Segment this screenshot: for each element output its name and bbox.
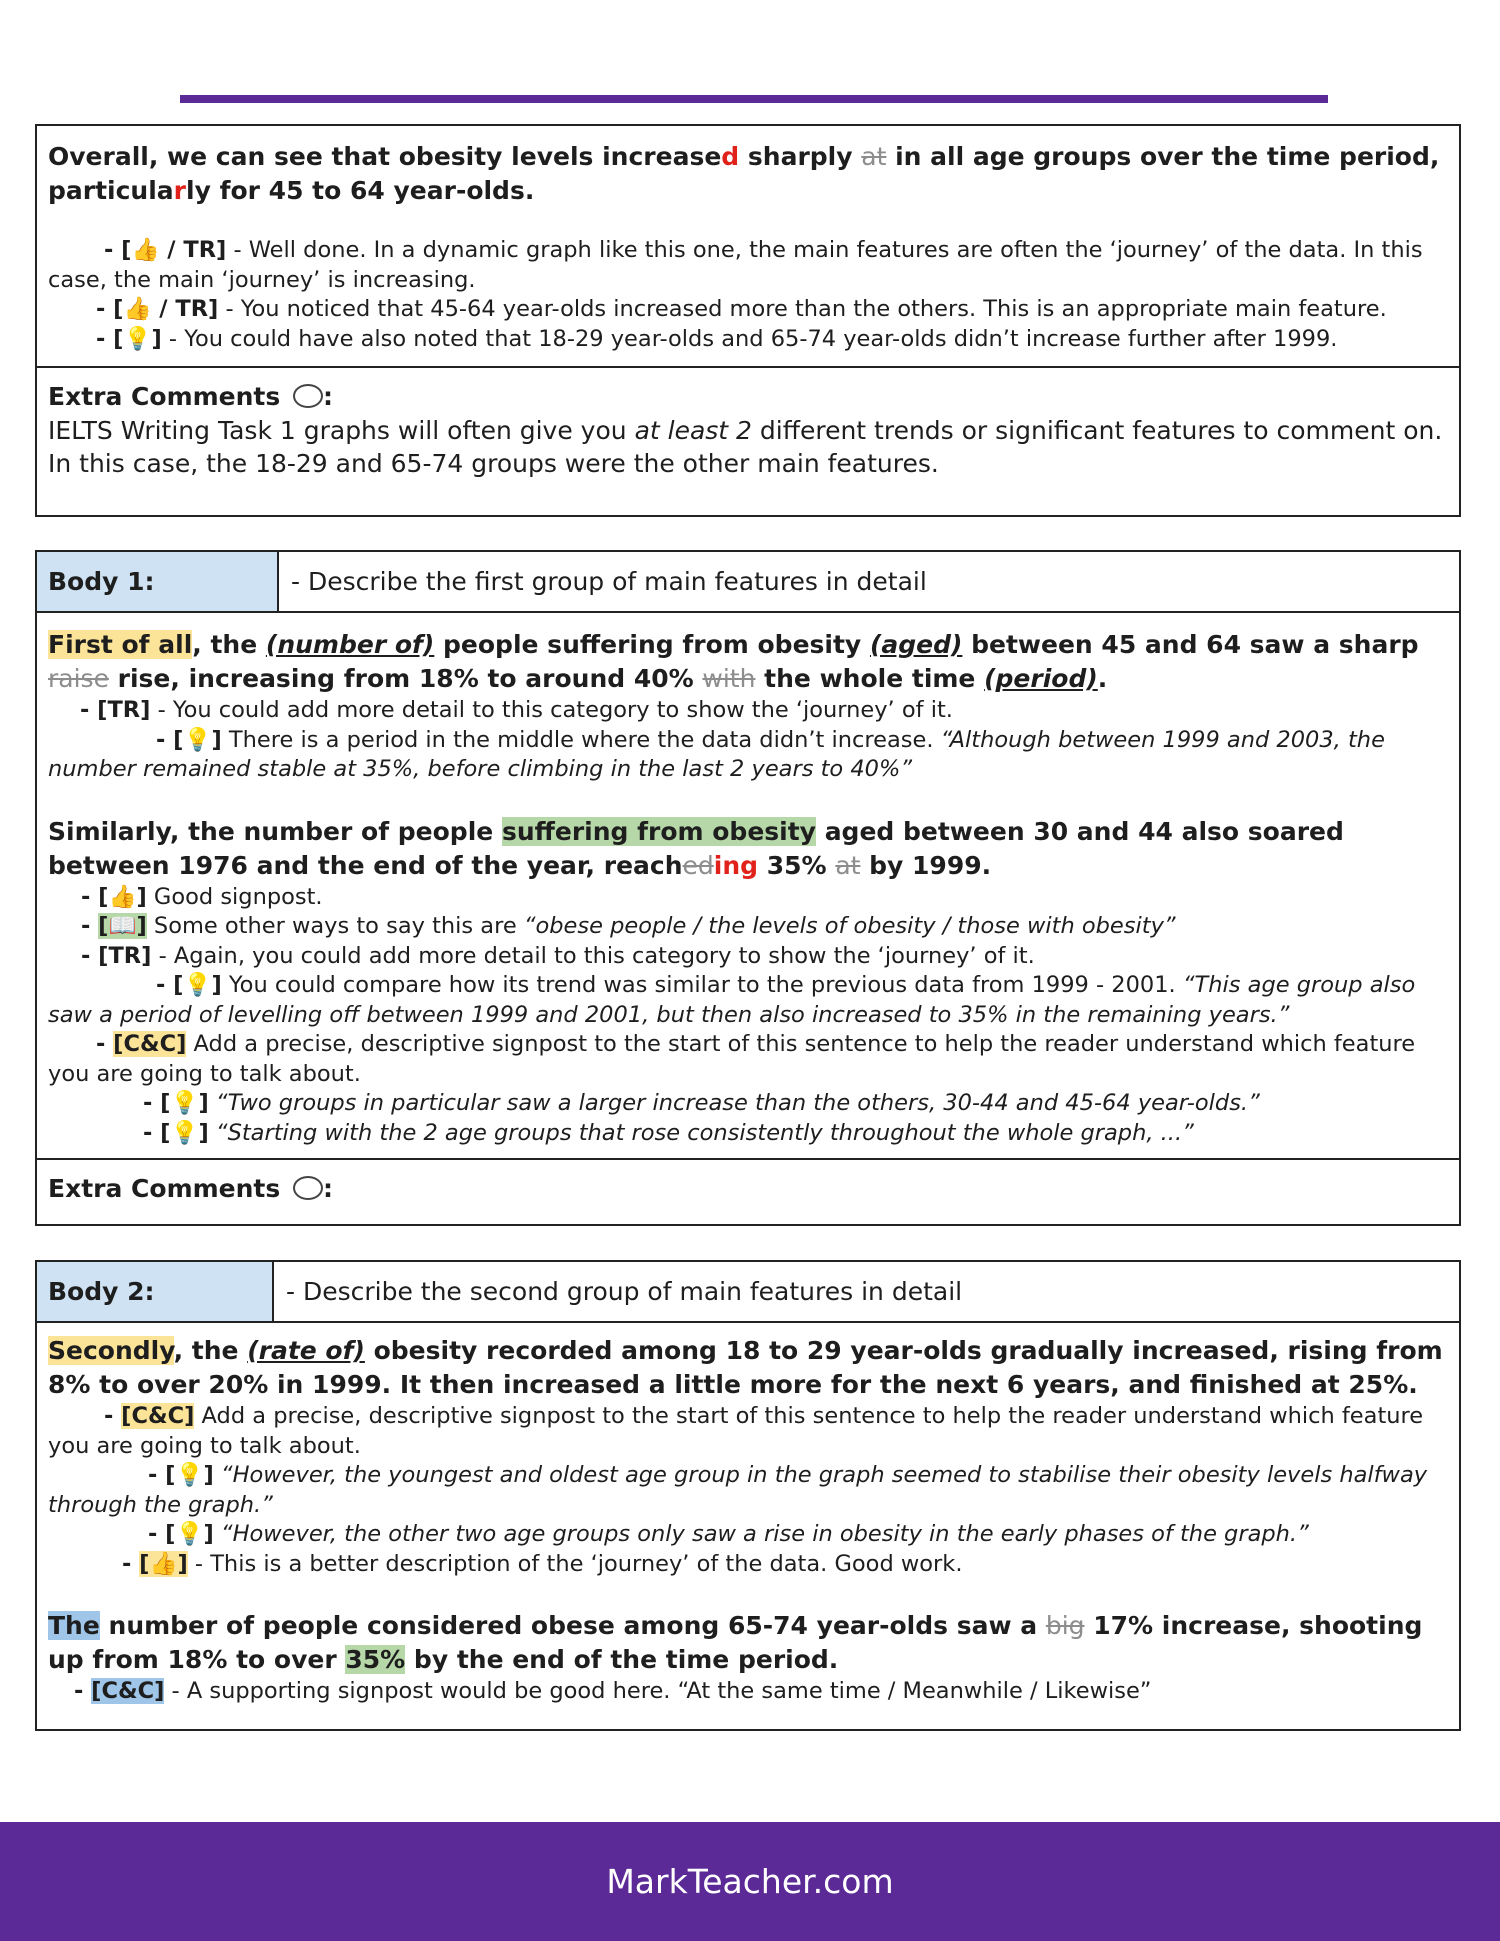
- feedback-tag: - [💡]: [156, 972, 222, 998]
- feedback-item: [48, 1550, 1448, 1580]
- feedback-text: - You could have also noted that 18-29 year-olds and 65-74 year-olds didn’t increase further after 1999.: [161, 325, 1338, 352]
- deleted-word: big: [1045, 1611, 1085, 1640]
- feedback-text: Good signpost.: [146, 883, 323, 910]
- praise-tag: [👍]: [139, 1550, 188, 1577]
- feedback-text: You could compare how its trend was similar to the previous data from 1999 - 2001.: [221, 972, 1183, 998]
- text: Overall, we can see that obesity levels increase: [48, 142, 722, 171]
- body2-box: [35, 1260, 1461, 1731]
- suggested-insertion: (aged): [869, 630, 963, 659]
- extra-comments-text: [48, 414, 1448, 480]
- feedback-tag: - [👍 / TR]: [104, 237, 227, 263]
- example-quote: “Although between 1999 and 2003, the number remained stable at 35%, before climbing in the last 2 years to 40%”: [48, 726, 1385, 782]
- feedback-item: [48, 912, 1448, 942]
- feedback-item: [48, 971, 1448, 1030]
- feedback-text: Some other ways to say this are: [146, 913, 524, 939]
- text: by the end of the time period.: [405, 1645, 839, 1674]
- text: .: [1097, 664, 1108, 693]
- feedback-tag: - [💡]: [143, 1090, 209, 1116]
- text: ly for 45 to 64 year-olds.: [186, 176, 535, 205]
- text: 17% increase, shooting up from 18% to over: [48, 1611, 1423, 1674]
- feedback-tag: - [💡]: [148, 1521, 214, 1547]
- text: , the: [173, 1336, 248, 1365]
- example-quote: “Two groups in particular saw a larger increase than the others, 30-44 and 45-64 year-olds.”: [208, 1090, 1260, 1116]
- example-quote: “Starting with the 2 age groups that rose consistently throughout the whole graph, ...”: [208, 1119, 1194, 1146]
- feedback-text: Add a precise, descriptive signpost to the start of this sentence to help the reader understand which feature you are going to talk about.: [48, 1403, 1424, 1459]
- feedback-tag: - [👍]: [81, 883, 147, 910]
- text: obesity recorded among 18 to 29 year-olds gradually increased, rising from 8% to over 20% in 1999. It then increased a little more for the next 6 years, and finished at 25%.: [48, 1336, 1443, 1399]
- extra-comments-label: Extra Comments: [48, 382, 281, 411]
- deleted-word: raise: [48, 664, 109, 693]
- feedback-text: - This is a better description of the ‘journey’ of the data. Good work.: [187, 1550, 963, 1577]
- feedback-item: [48, 1677, 1448, 1707]
- cc-tag: [C&C]: [121, 1403, 195, 1429]
- feedback-tag: - [💡]: [143, 1119, 209, 1146]
- suggested-insertion: (rate of): [247, 1336, 365, 1365]
- deleted-word: at: [861, 142, 887, 171]
- feedback-item: [48, 295, 1448, 325]
- feedback-item: [48, 726, 1448, 785]
- text: aged between 30 and 44 also soared between 1976 and the end of the year, reach: [48, 816, 1344, 880]
- text: number of people considered obese among 65-74 year-olds saw a: [99, 1611, 1046, 1640]
- overview-box: [35, 124, 1461, 517]
- suggested-insertion: (number of): [265, 630, 435, 659]
- body1-sentence-1: [48, 628, 1448, 696]
- body1-header: [37, 552, 1459, 613]
- deleted-word: at: [835, 850, 861, 880]
- feedback-tag: - [👍 / TR]: [96, 296, 219, 322]
- feedback-tag: -: [74, 1678, 92, 1704]
- body1-sentence-2: [48, 815, 1448, 883]
- text: Similarly, the number of people: [48, 816, 502, 846]
- correction: d: [721, 142, 740, 171]
- signpost-highlight: Secondly: [48, 1336, 174, 1365]
- feedback-text: There is a period in the middle where the data didn’t increase.: [221, 726, 941, 753]
- extra-comments-label: Extra Comments: [48, 1174, 281, 1203]
- suggested-insertion: (period): [984, 664, 1098, 693]
- feedback-item: [48, 1461, 1448, 1520]
- overview-sentence: [48, 140, 1448, 208]
- feedback-text: - You noticed that 45-64 year-olds increased more than the others. This is an appropriate main feature.: [218, 296, 1387, 322]
- body1-label: Body 1:: [37, 552, 279, 611]
- extra-comments-title: Extra Comments :: [48, 382, 333, 411]
- example-quote: “However, the youngest and oldest age group in the graph seemed to stabilise their obesity levels halfway through the graph.”: [48, 1462, 1428, 1518]
- body1-extra-comments: [37, 1158, 1459, 1216]
- cc-tag: [C&C]: [113, 1031, 187, 1057]
- feedback-tag: -: [104, 1403, 122, 1429]
- example-quote: “This age group also saw a period of levelling off between 1999 and 2001, but then also increased to 35% in the remaining years.”: [48, 972, 1416, 1028]
- correction: r: [173, 176, 187, 205]
- feedback-item: [48, 1030, 1448, 1089]
- vocab-highlight: suffering from obesity: [501, 816, 816, 846]
- text: 35%: [758, 850, 836, 880]
- footer-brand: MarkTeacher.com: [606, 1862, 894, 1901]
- signpost-highlight: First of all: [48, 630, 193, 659]
- feedback-tag: - [💡]: [156, 726, 222, 753]
- example-quote: “obese people / the levels of obesity / those with obesity”: [523, 913, 1176, 939]
- correction: ing: [713, 850, 759, 880]
- signpost-highlight: The: [48, 1611, 100, 1640]
- feedback-text: Add a precise, descriptive signpost to the start of this sentence to help the reader understand which feature you are going to talk about.: [48, 1031, 1416, 1087]
- top-divider: [180, 95, 1328, 103]
- feedback-item: [48, 1119, 1448, 1149]
- text: rise, increasing from 18% to around 40%: [108, 664, 703, 693]
- cc-tag: [C&C]: [91, 1678, 165, 1704]
- text: between 45 and 64 saw a sharp: [962, 630, 1419, 659]
- body2-header: [37, 1262, 1459, 1323]
- feedback-text: - Again, you could add more detail to this category to show the ‘journey’ of it.: [151, 942, 1035, 969]
- feedback-item: [48, 325, 1448, 355]
- feedback-text: - A supporting signpost would be good here. “At the same time / Meanwhile / Likewise”: [164, 1678, 1152, 1704]
- body1-box: [35, 550, 1461, 1226]
- vocab-highlight: 35%: [345, 1645, 406, 1674]
- text: the whole time: [755, 664, 985, 693]
- body2-content: [37, 1323, 1459, 1717]
- footer-bar: [0, 1822, 1500, 1941]
- deleted-word: with: [702, 664, 756, 693]
- text: in all age groups over the time period, particula: [48, 142, 1440, 205]
- deleted-word: ed: [682, 850, 714, 880]
- feedback-item: [48, 1402, 1448, 1461]
- feedback-tag: -: [81, 913, 99, 939]
- speech-bubble-icon: [293, 384, 323, 408]
- text: IELTS Writing Task 1 graphs will often give you: [48, 416, 635, 445]
- feedback-tag: - [TR]: [80, 697, 151, 723]
- body2-sentence-1: [48, 1334, 1448, 1402]
- vocab-tag: [📖]: [98, 913, 147, 939]
- text: different trends or significant features to comment on. In this case, the 18-29 and 65-74 groups were the other main features.: [48, 416, 1443, 478]
- text: sharply: [739, 142, 862, 171]
- text: , the: [192, 630, 266, 659]
- feedback-item: [48, 1089, 1448, 1119]
- emphasis: at least 2: [634, 416, 752, 445]
- feedback-tag: - [TR]: [81, 942, 152, 969]
- body1-content: [37, 613, 1459, 1158]
- feedback-item: [48, 1520, 1448, 1550]
- feedback-item: [48, 696, 1448, 726]
- extra-comments-title: Extra Comments :: [48, 1174, 333, 1203]
- body2-description: - Describe the second group of main features in detail: [286, 1277, 963, 1306]
- feedback-tag: -: [122, 1550, 140, 1577]
- feedback-item: [48, 883, 1448, 913]
- text: people suffering from obesity: [434, 630, 870, 659]
- feedback-item: [48, 236, 1448, 295]
- feedback-tag: - [💡]: [148, 1462, 214, 1488]
- speech-bubble-icon: [293, 1176, 323, 1200]
- feedback-item: [48, 942, 1448, 972]
- feedback-text: - You could add more detail to this category to show the ‘journey’ of it.: [150, 697, 953, 723]
- example-quote: “However, the other two age groups only saw a rise in obesity in the early phases of the graph.”: [213, 1521, 1309, 1547]
- feedback-text: - Well done. In a dynamic graph like this one, the main features are often the ‘journey’ of the data. In this case, the main ‘journey’ is increasing.: [48, 237, 1423, 293]
- feedback-tag: -: [96, 1031, 114, 1057]
- feedback-tag: - [💡]: [96, 325, 162, 352]
- body1-description: - Describe the first group of main features in detail: [291, 567, 927, 596]
- overview-content: [37, 126, 1459, 364]
- body2-sentence-2: [48, 1609, 1448, 1677]
- body2-label: Body 2:: [37, 1262, 274, 1321]
- extra-comments-section: [37, 366, 1459, 490]
- text: by 1999.: [860, 850, 992, 880]
